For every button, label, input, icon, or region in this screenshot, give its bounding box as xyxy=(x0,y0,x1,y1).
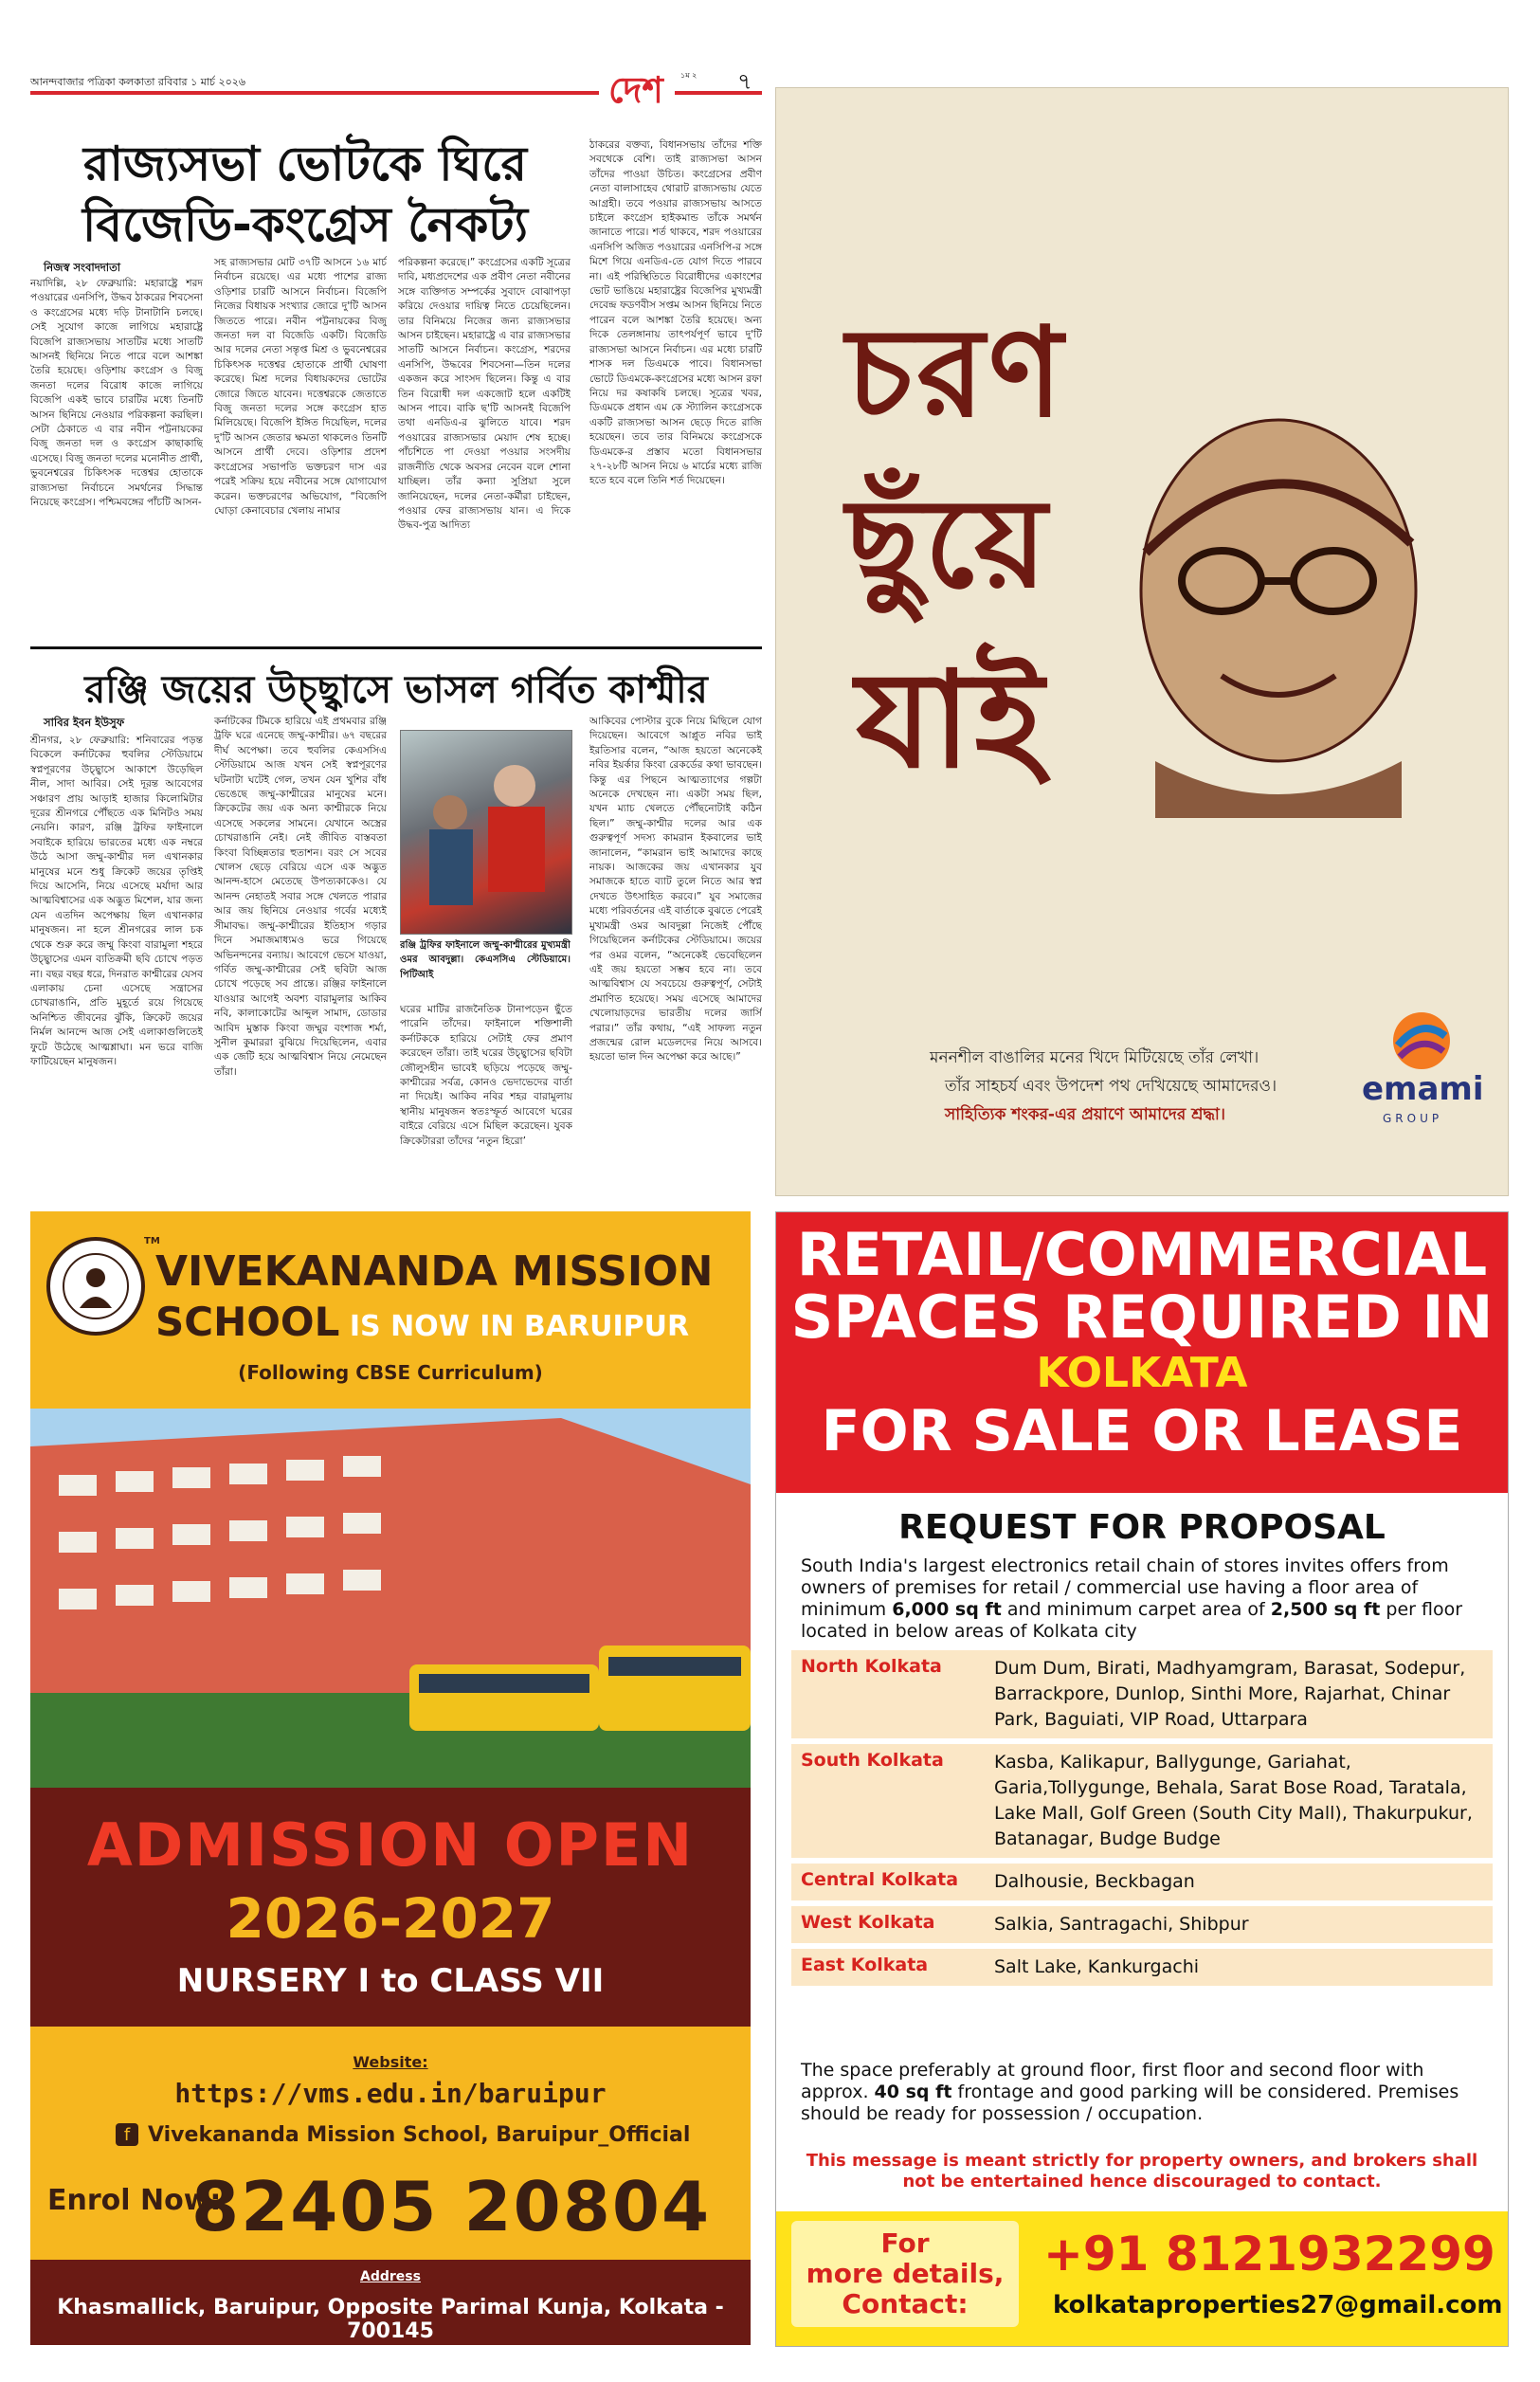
retail-head-line2: SPACES REQUIRED IN xyxy=(790,1282,1494,1352)
emami-group: GROUP xyxy=(1383,1112,1443,1125)
vms-now-in-baruipur: IS NOW IN BARUIPUR xyxy=(339,1310,690,1343)
photo-figures xyxy=(401,731,571,934)
contact-line3: Contact: xyxy=(842,2288,969,2319)
intro-part-a: South India's largest electronics retail chain of stores invites offers from owners of premises for retail / commercial use having a floor area of minimum xyxy=(801,1555,1449,1620)
emami-tagline2: তাঁর সাহচর্য এবং উপদেশ পথ দেখিয়েছে আমাদেরও। xyxy=(945,1077,1277,1096)
table-row xyxy=(791,1906,1493,1943)
zone-name: South Kolkata xyxy=(801,1750,944,1771)
table-row xyxy=(791,1949,1493,1986)
contact-line1: For xyxy=(880,2227,930,2259)
story-divider xyxy=(30,646,762,649)
enrol-phone[interactable]: 82405 20804 xyxy=(191,2167,712,2246)
story2-byline: সাবির ইবন ইউসুফ xyxy=(44,716,125,729)
zone-places: Kasba, Kalikapur, Ballygunge, Gariahat, Garia,Tollygunge, Behala, Sarat Bose Road, Taratala, Lake Mall, Golf Green (South City Mall), Thakurpukur, Batanagar, Budge Budge xyxy=(994,1752,1473,1849)
emami-tribute-ad xyxy=(775,87,1509,1196)
table-row xyxy=(791,1650,1493,1738)
enrol-label: Enrol Now: xyxy=(47,2184,222,2217)
story2 xyxy=(30,654,762,1194)
story2-photo xyxy=(400,730,572,935)
vms-school-ad xyxy=(30,1211,751,2345)
story2-headline: রঞ্জি জয়ের উচ্ছ্বাসে ভাসল গর্বিত কাশ্মীর xyxy=(84,668,708,712)
tm-mark: TM xyxy=(144,1236,160,1246)
contact-line2: more details, xyxy=(806,2258,1005,2289)
zone-name: West Kolkata xyxy=(801,1912,935,1933)
story1-col3: পরিকল্পনা করেছে।” কংগ্রেসের একটি সূত্রের দাবি, মধ্যপ্রদেশের এক প্রবীণ নেতা নবীনের সঙ্গে ব্যক্তিগত সম্পর্কের সুবাদে বোঝাপড়া করিয়ে দেওয়ার দায়িত্ব নিতে চেয়েছিলেন। তার বিনিময়ে নিজের জন্য রাজ্যসভার আসন চাইছেন। মহারাষ্ট্রে এ বার রাজ্যসভার সাতটি আসনে নির্বাচন। কংগ্রেস, শরদের এনসিপি, উদ্ধবের শিবসেনা—তিন দলের একজন করে সাংসদ ছিলেন। কিন্তু এ বার তিন বিরোধী দল একজোট হলে একটিই আসন পাবে। বাকি ছ'টি আসনই বিজেপি তথা এনডিএ-র ঝুলিতে যাবে। শরদ পওয়ারের রাজ্যসভার মেয়াদ শেষ হচ্ছে। পাঁচশিতে পা দেওয়া পওয়ার সংসদীয় রাজনীতি থেকে অবসর নেবেন বলে শোনা যাচ্ছিল। তাঁর কন্যা সুপ্রিয়া সুলে জানিয়েছেন, দলের নেতা-কর্মীরা চাইছেন, পওয়ার ফের রাজ্যসভায় যান। এ দিকে উদ্ধব-পুত্র আদিত্য xyxy=(398,257,571,532)
intro-part-e: per floor located in below areas of Kolkata city xyxy=(801,1599,1463,1642)
facebook-icon: f xyxy=(116,2123,138,2146)
story2-col4: আকিবের পোস্টার বুকে নিয়ে মিছিলে যোগ দিয়েছেন। আবেগে আপ্লুত নবির ভাই ইরতিসার বলেন, “আজ হয়তো অনেকেই নবির ইয়র্কার কিংবা রেকর্ডের কথা ভাবছেন। কিন্তু এর পিছনে আত্মত্যাগের গল্পটা অনেকে দেখছেন না। একটা সময় ছিল, যখন ম্যাচ খেলতে পৌঁছনোটাই কঠিন ছিল।” জম্মু-কাশ্মীর দলের আর এক গুরুত্বপূর্ণ সদস্য কামরান ইকবালের ভাই জানালেন, “কামরান ভাই আমাদের কাছে নায়ক। আজকের জয় এখানকার যুব সমাজকে হাতে ব্যাট তুলে নিতে আর স্বপ্ন দেখতে উৎসাহিত করবে।” যুব সমাজের মধ্যে পরিবর্তনের এই বার্তাকে বুঝতে পেরেই মুখ্যমন্ত্রী ওমর আবদুল্লা নিজেই পৌঁছে গিয়েছিলেন কর্নাটকের স্টেডিয়ামে। জয়ের পর ওমর বলেন, “অনেকেই ভেবেছিলেন এই জয় হয়তো সম্ভব হবে না। তবে আত্মবিশ্বাস যে সবচেয়ে গুরুত্বপূর্ণ, সেটাই প্রমাণিত হয়েছে। সময় এসেছে আমাদের খেলোয়াড়দের ভারতীয় দলের জার্সি পরার।” তাঁর কথায়, “এই সাফল্য নতুন প্রজন্মের রোল মডেলদের নিয়ে আসবে। হয়তো ভাল দিন অপেক্ষা করে আছে।” xyxy=(589,716,762,1064)
retail-spaces-ad xyxy=(775,1211,1509,2347)
page-number: ৭ xyxy=(737,68,752,95)
story2-col3: ঘরের মাটির রাজনৈতিক টানাপড়েন ছুঁতে পারেনি তাঁদের। ফাইনালে শক্তিশালী কর্নাটককে হারিয়ে সেটাই ফের প্রমাণ করেছেন তাঁরা। তাই ঘরের উচ্ছ্বাসের ছবিটা জৌলুসহীন ভাবেই ছড়িয়ে পড়েছে জম্মু-কাশ্মীরের সর্বত্র, কোনও ভেদাভেদের বার্তা না দিয়েই। আকিব নবির শহর বারামুলায় স্থানীয় মানুষজন স্বতঃস্ফূর্ত আবেগে ঘরের বাইরে বেরিয়ে এসে মিছিল করেছেন। যুবক ক্রিকেটাররা তাঁদের ‘নতুন হিরো’ xyxy=(400,1004,572,1147)
address-label: Address xyxy=(360,2269,421,2284)
paper-dateline: আনন্দবাজার পত্রিকা কলকাতা রবিবার ১ মার্চ ২০২৬ xyxy=(30,76,246,88)
table-row xyxy=(791,1744,1493,1858)
emami-title-line2: ছুঁয়ে xyxy=(846,470,1051,615)
emami-tagline3: সাহিত্যিক শংকর-এর প্রয়াণে আমাদের শ্রদ্ধা। xyxy=(945,1105,1225,1124)
intro-part-c: and minimum carpet area of xyxy=(1001,1599,1271,1620)
zone-name: North Kolkata xyxy=(801,1656,942,1677)
retail-city: KOLKATA xyxy=(1036,1349,1248,1397)
contact-email[interactable]: kolkataproperties27@gmail.com xyxy=(1053,2291,1503,2319)
story2-photo-caption: রঞ্জি ট্রফির ফাইনালে জম্মু-কাশ্মীরের মুখ্যমন্ত্রী ওমর আবদুল্লা। কেএসসিএ স্টেডিয়ামে। পিটিআই xyxy=(400,940,571,980)
portrait-sketch xyxy=(1089,401,1468,818)
school-building-photo xyxy=(30,1409,751,1788)
masthead xyxy=(30,66,762,111)
masthead-rule xyxy=(30,91,599,95)
zone-places: Dum Dum, Birati, Madhyamgram, Barasat, Sodepur, Barrackpore, Dunlop, Sinthi More, Rajarhat, Chinar Park, Baguiati, VIP Road, Uttarpara xyxy=(994,1658,1466,1730)
broker-warning: This message is meant strictly for property owners, and brokers shall not be entertained hence discouraged to contact. xyxy=(806,2151,1478,2191)
section-logo: দেশ xyxy=(608,69,663,111)
website-label: Website: xyxy=(353,2053,428,2071)
emami-tagline1: মননশীল বাঙালির মনের খিদে মিটিয়েছে তাঁর লেখা। xyxy=(930,1048,1259,1067)
table-row xyxy=(791,1864,1493,1900)
vms-name-line2 xyxy=(155,1299,689,1345)
emami-title-line1: চরণ xyxy=(846,300,1067,445)
vms-curriculum: (Following CBSE Curriculum) xyxy=(238,1361,543,1384)
intro-floor-area: 6,000 sq ft xyxy=(892,1599,1002,1620)
story1-col1: নয়াদিল্লি, ২৮ ফেব্রুয়ারি: মহারাষ্ট্রে শরদ পওয়ারের এনসিপি, উদ্ধব ঠাকরের শিবসেনা ও কংগ্রেসের মধ্যে দড়ি টানাটানি চলছে। সেই সুযোগ কাজে লাগিয়ে মহারাষ্ট্রে বিজেপি রাজ্যসভায় সাতটির মধ্যে সাতটি আসনই ছিনিয়ে নিতে পারে বলে আশঙ্কা তৈরি হয়েছে। ওড়িশায় কংগ্রেস ও বিজু জনতা দলের বিরোধ কাজে লাগিয়ে বিজেপি একই ভাবে চারটির মধ্যে তিনটি আসন ছিনিয়ে নেওয়ার পরিকল্পনা করছিল। সেটা ঠেকাতে এ বার নবীন পট্টনায়কের বিজু জনতা দল ও কংগ্রেস কাছাকাছি এসেছে। বিজু জনতা দলের মনোনীত প্রার্থী, ভুবনেশ্বরের চিকিৎসক দত্তেশ্বর হোতাকে রাজ্যসভা নির্বাচনে সমর্থনের সিদ্ধান্ত নিয়েছে কংগ্রেস। পশ্চিমবঙ্গের পাঁচটি আসন- xyxy=(30,278,203,509)
emami-logo-icon xyxy=(1388,1008,1455,1074)
website-link[interactable]: https://vms.edu.in/baruipur xyxy=(174,2078,607,2109)
story1-headline-line2: বিজেডি-কংগ্রেস নৈকট্য xyxy=(82,197,529,252)
story2-col1: শ্রীনগর, ২৮ ফেব্রুয়ারি: শনিবারের পড়ন্ত বিকেলে কর্নাটকের হুবলির স্টেডিয়ামে স্বপ্নপূরণের উচ্ছ্বাসে আকাশে উড়েছিল নীল, সাদা আবির। সেই দূরন্ত আবেগের সঞ্চারণ প্রায় আড়াই হাজার কিলোমিটার দূরের শ্রীনগরে পৌঁছতে এক মিনিটও সময় নেয়নি। কারণ, রঞ্জি ট্রফির ফাইনালে সবাইকে হারিয়ে ভারতের মধ্যে এক নম্বরে উঠে আসা জম্মু-কাশ্মীর দল এখানকার মানুষের মনে শুধু ক্রিকেট জয়ের তৃপ্তিই দিয়ে আসেনি, নিয়ে এসেছে মর্যাদা আর আত্মবিশ্বাসের এক অদ্ভুত মিশেল, যার জন্য যেন এতদিন অপেক্ষায় ছিল এখানকার মানুষজন। না হলে শ্রীনগরের লাল চক থেকে শুরু করে জম্মু কিংবা বারামুলা শহরে উচ্ছ্বাসের এমন ব্যতিক্রমী ছবি চোখে পড়ত না। বছর বছর ধরে, দিনরাত কাশ্মীরের যেসব এলাকায় চেনা এসেছে সন্ত্রাসের চোখরাঙানি, প্রতি মুহূর্তে রয়ে গিয়েছে অনিশ্চিত জীবনের ঝুঁকি, ক্রিকেট জয়ের নির্মল আনন্দে আজ সেই এলাকাগুলিতেই ফুটে উঠেছে আত্মশ্লাঘা। মন ভরে বাজি ফাটিয়েছেন মানুষজন। xyxy=(30,735,203,1067)
note-part-c: frontage and good parking will be considered. Premises should be ready for possession / occupation. xyxy=(801,2082,1459,2124)
vms-name-line1: VIVEKANANDA MISSION xyxy=(155,1247,714,1296)
story1 xyxy=(30,123,762,654)
retail-sale-lease: FOR SALE OR LEASE xyxy=(821,1398,1463,1464)
school-building-illustration xyxy=(30,1409,751,1788)
intro-carpet-area: 2,500 sq ft xyxy=(1270,1599,1381,1620)
admission-classes: NURSERY I to CLASS VII xyxy=(176,1962,605,2000)
vms-school-word: SCHOOL xyxy=(155,1299,340,1345)
story1-col4: ঠাকরের বক্তব্য, বিধানসভায় তাঁদের শক্তি সবথেকে বেশি। তাই রাজ্যসভা আসন তাঁদের পাওয়া উচিত। কংগ্রেসের প্রবীণ নেতা বালাসাহেব থোরাট রাজ্যসভায় যেতে আগ্রহী। তবে পওয়ার রাজ্যসভায় আসতে চাইলে কংগ্রেস হাইকমান্ড তাঁকে সমর্থন জানাতে পারে। শর্ত থাকবে, শরদ পওয়ারের এনসিপি অজিত পওয়ারের এনসিপি-র সঙ্গে মিশে গিয়ে এনডিএ-তে যোগ দিতে পারবে না। এই পরিস্থিতিতে বিরোধীদের একাংশের ভোট ভাঙিয়ে মহারাষ্ট্রের বিজেপির মুখ্যমন্ত্রী দেবেন্দ্র ফডণবীস সপ্তম আসন ছিনিয়ে নিতে পারেন বলে আশঙ্কা তৈরি হয়েছে। অন্য দিকে তেলঙ্গানায় তাৎপর্যপূর্ণ ভাবে দু'টি রাজ্যসভা আসনে নির্বাচন। এর মধ্যে চারটি শাসক দল ডিএমকে পাবে। বিধানসভা ভোটে ডিএমকে-কংগ্রেসের মধ্যে আসন রফা নিয়ে দর কষাকষি চলছে। সূত্রের খবর, ডিএমকে প্রধান এম কে স্ট্যালিন কংগ্রেসকে একটি রাজ্যসভা আসন ছেড়ে দিতে রাজি হয়েছেন। তবে তার বিনিময়ে কংগ্রেসকে ডিএমকে-র প্রস্তাব মতো বিধানসভার ২৭-২৮টি আসন নিয়ে ৬ মার্চের মধ্যে রাজি হতে হবে বলে তিনি শর্ত দিয়েছেন। xyxy=(589,139,762,487)
zone-places: Salkia, Santragachi, Shibpur xyxy=(994,1914,1249,1935)
story1-byline: নিজস্ব সংবাদদাতা xyxy=(44,261,121,274)
rfp-title: REQUEST FOR PROPOSAL xyxy=(898,1508,1386,1547)
rfp-intro xyxy=(801,1555,1483,1643)
note-part-a: The space preferably at ground floor, first floor and second floor with approx. xyxy=(801,2060,1424,2102)
zone-name: East Kolkata xyxy=(801,1955,929,1975)
school-emblem-icon xyxy=(45,1236,146,1336)
premises-note xyxy=(801,2060,1483,2125)
section-tag: ১ম ২ xyxy=(680,71,698,80)
zone-name: Central Kolkata xyxy=(801,1869,959,1890)
admission-open: ADMISSION OPEN xyxy=(86,1810,695,1880)
areas-table xyxy=(791,1650,1493,1991)
contact-phone[interactable]: +91 8121932299 xyxy=(1043,2227,1495,2282)
contact-box xyxy=(791,2221,1019,2327)
zone-places: Salt Lake, Kankurgachi xyxy=(994,1956,1200,1977)
facebook-handle[interactable]: Vivekananda Mission School, Baruipur_Official xyxy=(148,2123,691,2147)
emami-title-line3: যাই xyxy=(856,643,1048,798)
admission-year: 2026-2027 xyxy=(226,1886,555,1951)
emami-brand: emami xyxy=(1362,1070,1484,1108)
note-frontage: 40 sq ft xyxy=(874,2082,952,2102)
story1-headline-line1: রাজ্যসভা ভোটকে ঘিরে xyxy=(83,136,527,191)
story1-col2: সহ রাজ্যসভার মোট ৩৭টি আসনে ১৬ মার্চ নির্বাচন রয়েছে। এর মধ্যে পাশের রাজ্য ওড়িশার চারটি আসনে নির্বাচন। বিজেপি নিজের বিধায়ক সংখ্যার জোরে দু'টি আসন জিততে পারে। নবীন পট্টনায়কের বিজু জনতা দল বা বিজেডি একটি। বিজেডি আর দলের নেতা সন্তৃপ্ত মিশ্র ও ভুবনেশ্বরের চিকিৎসক দত্তেশ্বর হোতাকে প্রার্থী ঘোষণা করেছে। মিশ্র দলের বিধায়কদের ভোটের জোরে জিতে যাবেন। দত্তেশ্বরকে জেতাতে বিজু জনতা দলের সঙ্গে কংগ্রেস হাত মিলিয়েছে। বিজেপি ইঙ্গিত দিয়েছিল, দলের দু'টি আসন জেতার ক্ষমতা থাকলেও তিনটি আসনে প্রার্থী দেবে। ওড়িশার প্রদেশ কংগ্রেসের সভাপতি ভক্তচরণ দাস এর পরেই সক্রিয় হয়ে নবীনের সঙ্গে যোগাযোগ করেন। ভক্তচরণের অভিযোগ, “বিজেপি ঘোড়া কেনাবেচার খেলায় নামার xyxy=(214,257,387,517)
address-text: Khasmallick, Baruipur, Opposite Parimal Kunja, Kolkata - 700145 xyxy=(57,2296,724,2343)
story2-col2: কর্নাটকের টিমকে হারিয়ে এই প্রথমবার রঞ্জি ট্রফি ঘরে এনেছে জম্মু-কাশ্মীর। ৬৭ বছরের দীর্ঘ অপেক্ষা। তবে হুবলির কেএসসিএ স্টেডিয়ামে আজ যখন সেই স্বপ্নপূরণের ঘটনাটা ঘটেই গেল, তখন যেন খুশির বাঁধ ভেঙেছে জম্মু-কাশ্মীরের মানুষের মনে। ক্রিকেটের জয় এক অন্য কাশ্মীরকে নিয়ে এসেছে সকলের সামনে। যেখানে অস্ত্রের চোখরাঙানি নেই। নেই জীবিত বাস্তবতা কিংবা বিচ্ছিন্নতার হুতাশন। বরং সে সবের খোলস ছেড়ে বেরিয়ে এসে এক অদ্ভুত আনন্দ-হাসে মেতেছে উপত্যকাকেও। যে আনন্দ নেহাতই সবার সঙ্গে খেলতে পারার আর জয় ছিনিয়ে নেওয়ার গর্বের মধ্যেই সীমাবদ্ধ। জম্মু-কাশ্মীরের ইতিহাস গড়ার দিনে সমাজমাধ্যমও ভরে গিয়েছে অভিনন্দনের বন্যায়। আবেগে ভেসে যাওয়া, গর্বিত জম্মু-কাশ্মীরের সেই ছবিটা আজ চোখে পড়েছে সব প্রান্তে। রঞ্জির ফাইনালে যাওয়ার আগেই অবশ্য বারামুলার আকিব নবি, কালাকোটের আব্দুল সামাদ, ডোডার আবিদ মুস্তাক কিংবা জম্মুর বংশাজ শর্মা, সুনীল কুমাররা বুঝিয়ে দিয়েছিলেন, এবার এক জেটি হয়ে আত্মবিশ্বাস নিয়ে নেমেছেন তাঁরা। xyxy=(214,716,387,1078)
zone-places: Dalhousie, Beckbagan xyxy=(994,1871,1195,1892)
retail-head-line1: RETAIL/COMMERCIAL xyxy=(796,1220,1488,1289)
